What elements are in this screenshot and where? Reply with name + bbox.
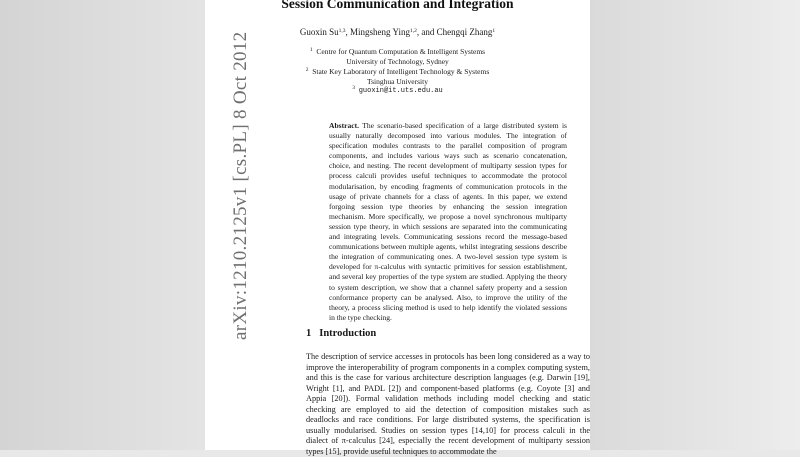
abstract-label: Abstract. <box>329 121 359 130</box>
intro-paragraph: The description of service accesses in protocols has been long considered as a way to improve the interoperability of program components in a complex computing system, and this is the case for various architecture description languages (e.g. Darwin [19], Wright [1], and PADL [2]) and component-based platforms (e.g. Coyote [3] and Appia [20]). Formal validation methods including model checking and static checking are employed to aid the detection of composition mistakes such as deadlocks and race conditions. For large distributed systems, the specification is usually modularised. Studies on session types [14,10] for process calculi in the dialect of π-calculus [24], especially the recent development of multiparty session types [15], provide useful techniques to accommodate the <box>306 352 590 456</box>
email-address[interactable]: guoxin@it.uts.edu.au <box>358 87 443 95</box>
email-line <box>205 84 590 97</box>
author-affiliation-mark: 1 <box>492 28 496 34</box>
abstract-text: The scenario-based specification of a large distributed system is usually naturally decomposed into various modules. The integration of specification modules contrasts to the parallel composition of program components, and includes various ways such as scenario concatenation, choice, and nesting. The recent development of multiparty session types for process calculi provides useful techniques to accommodate the protocol modularisation, by encoding fragments of communication protocols in the usage of private channels for a class of agents. In this paper, we extend forgoing session type theories by enhancing the session integration mechanism. More specifically, we propose a novel synchronous multiparty session type theory, in which sessions are separated into the communicating and integrating levels. Communicating sessions record the message-based communications between multiple agents, whilst integrating sessions describe the integration of communicating ones. A two-level session type system is developed for π-calculus with syntactic primitives for session establishment, and several key properties of the type system are studied. Applying the theory to system description, we show that a channel safety property and a session conformance property can be analysed. Also, to improve the utility of the theory, a process slicing method is used to help identify the violated sessions in the type checking. <box>329 121 567 322</box>
viewer-background-right <box>590 0 800 450</box>
author-affiliation-mark: 1,3 <box>338 28 346 34</box>
section-title: Introduction <box>319 328 377 339</box>
author-separator: , <box>345 27 351 37</box>
author-name: Mingsheng Ying <box>350 27 410 37</box>
abstract <box>329 121 567 323</box>
arxiv-identifier: arXiv:1210.2125v1 [cs.PL] 8 Oct 2012 <box>230 31 251 340</box>
section-heading <box>306 328 376 339</box>
author-affiliation-mark: 1,2 <box>409 28 417 34</box>
viewer-background-left <box>0 0 205 450</box>
paper-title: Session Communication and Integration <box>281 0 514 11</box>
author-name: Chengqi Zhang <box>436 27 493 37</box>
author-name: Guoxin Su <box>299 27 339 37</box>
affiliation-mark: 1 <box>309 47 313 53</box>
affiliation-line: Tsinghua University <box>367 76 428 86</box>
affiliation-line: University of Technology, Sydney <box>346 56 449 66</box>
section-number: 1 <box>306 328 312 339</box>
author-separator: , and <box>416 27 437 37</box>
affiliation-line: Centre for Quantum Computation & Intelligent Systems <box>316 47 486 56</box>
affiliation-1 <box>205 46 590 66</box>
email-mark: 3 <box>352 85 355 91</box>
author-list <box>205 27 590 37</box>
affiliation-mark: 2 <box>305 67 309 73</box>
affiliation-line: State Key Laboratory of Intelligent Technology & Systems <box>312 67 490 76</box>
